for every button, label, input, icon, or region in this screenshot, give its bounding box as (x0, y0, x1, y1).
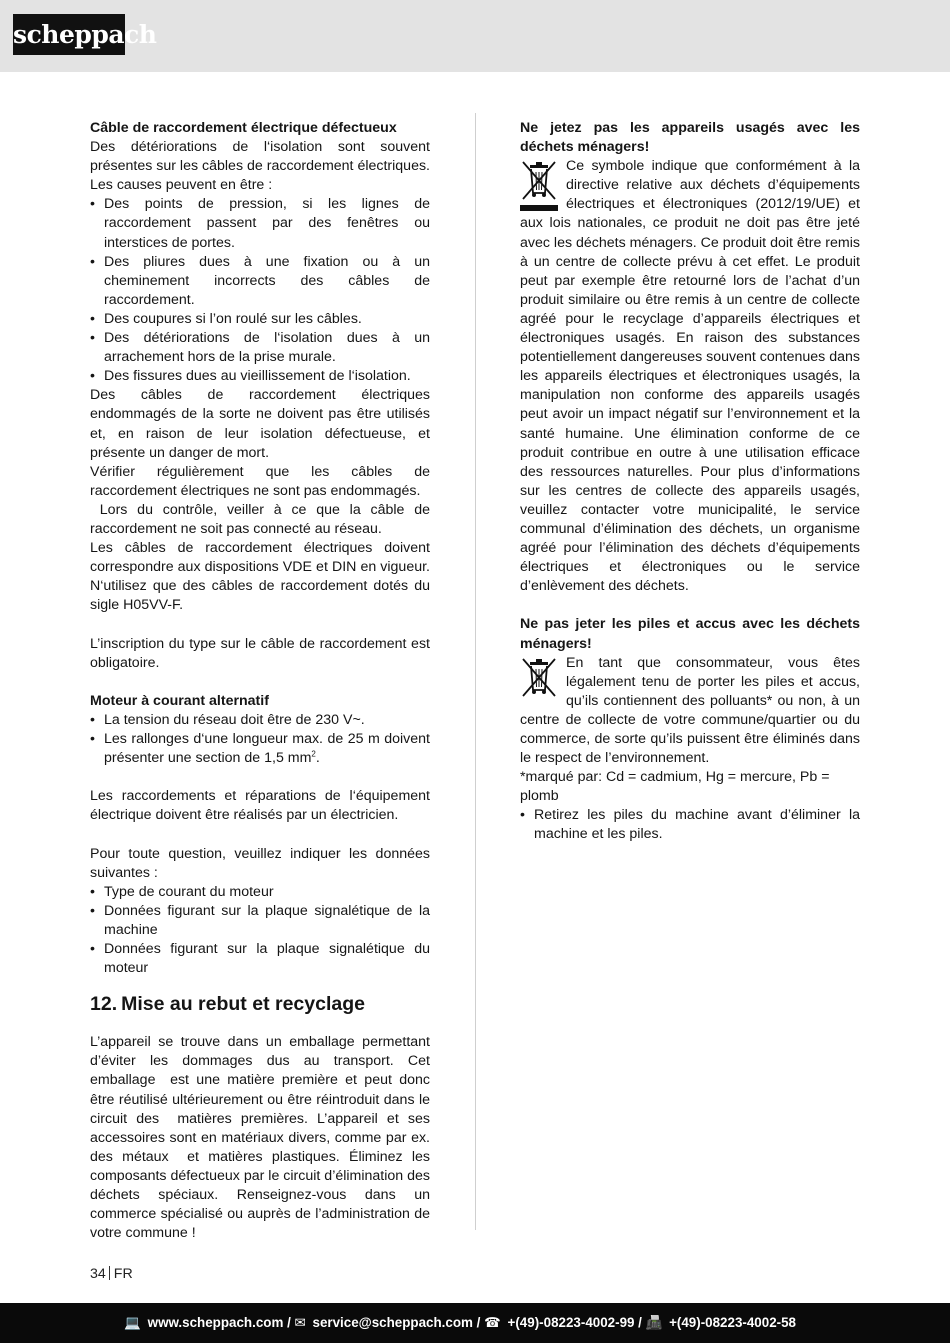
cable-check-paragraph: Vérifier régulièrement que les câbles de raccordement électriques ne sont pas endommagés. (90, 463, 430, 499)
scheppach-logo: scheppach (13, 14, 125, 55)
cable-label-paragraph: L’inscription du type sur le câble de raccordement est obligatoire. (90, 635, 430, 671)
list-item: • Des détériorations de l‘isolation dues à un arrachement hors de la prise murale. (90, 329, 430, 367)
list-item: • Des fissures dues au vieillissement de l‘isolation. (90, 367, 430, 386)
column-divider (475, 113, 476, 1230)
phone-icon: ☎ (484, 1315, 501, 1330)
list-item: • Données figurant sur la plaque signalétique du moteur (90, 940, 430, 978)
list-item: • Des points de pression, si les lignes de raccordement passent par des fenêtres ou interstices de portes. (90, 195, 430, 252)
crossed-bin-icon (520, 159, 558, 211)
page-language: FR (113, 1266, 133, 1282)
page-header (0, 0, 950, 72)
page-number-value: 34 (90, 1266, 106, 1282)
weee-paragraph: Ce symbole indique que conformément à la directive relative aux déchets d’équipements électriques et électroniques (2012/19/UE) et aux lois nationales, ce produit ne doit pas être jeté avec les déchets ménagers. Ce produit doit être remis à un centre de collecte prévu à cet effet. Le produit peut par exemple être retourné lors de l’achat d’un produit similaire ou être remis à un centre de collecte agréé pour le recyclage d’appareils électriques et électroniques usagés. En raison des substances potentiellement dangereuses souvent contenues dans les appareils électriques et électroniques usagés, la manipulation non conforme des appareils usagés peut avoir un impact négatif sur l’environnement et la santé humaine. Une élimination conforme de ce produit contribue en outre à une utilisation efficace des ressources naturelles. Pour plus d’informations sur les centres de collecte des appareils usagés, veuillez contacter votre municipalité, le service communal d’élimination des déchets, un organisme agréé pour l’élimination des déchets d’équipements électriques et électroniques ou le service d’enlèvement des déchets. (520, 158, 860, 595)
footer-website-link[interactable]: www.scheppach.com / (147, 1315, 291, 1330)
motor-list (90, 711, 430, 768)
page-footer (0, 1303, 950, 1343)
question-paragraph: Pour toute question, veuillez indiquer les données suivantes : (90, 845, 430, 881)
footer-phone: +(49)-08223-4002-99 / (507, 1315, 642, 1330)
cable-causes-list (90, 195, 430, 386)
left-column (90, 119, 438, 1243)
cable-intro: Des détériorations de l‘isolation sont souvent présentes sur les câbles de raccordement électriques. Les causes peuvent en être : (90, 139, 430, 194)
cable-disconnect-paragraph: Lors du contrôle, veiller à ce que la câble de raccordement ne soit pas connecté au réseau. (90, 501, 434, 537)
page-number (90, 1265, 133, 1283)
section-number: 12. (90, 993, 118, 1016)
motor-heading: Moteur à courant alternatif (90, 692, 269, 709)
fax-icon: 📠 (645, 1315, 663, 1330)
list-item: • Des coupures si l’on roulé sur les câbles. (90, 310, 430, 329)
sentence-period: . (315, 750, 320, 767)
list-item: • Des pliures dues à une fixation ou à un cheminement incorrects des câbles de raccordement. (90, 253, 430, 310)
computer-icon: 💻 (124, 1315, 141, 1330)
electrician-paragraph: Les raccordements et réparations de l‘équipement électrique doivent être réalisés par un électricien. (90, 788, 430, 824)
cable-heading: Câble de raccordement électrique défectueux (90, 120, 397, 136)
cable-danger-paragraph: Des câbles de raccordement électriques endommagés de la sorte ne doivent pas être utilisés et, en raison de leur isolation défectueuse, et présente un danger de mort. (90, 387, 430, 461)
battery-list (520, 806, 860, 844)
section-heading (90, 992, 430, 1016)
mail-icon: ✉ (294, 1315, 306, 1330)
cable-standard-paragraph: Les câbles de raccordement électriques doivent correspondre aux dispositions VDE et DIN en vigueur. N‘utilisez que des câbles de raccordement dotés du sigle H05VV-F. (90, 540, 430, 614)
question-list (90, 883, 430, 978)
superscript-2: 2 (311, 749, 316, 759)
crossed-bin-icon (520, 656, 558, 700)
footer-email-link[interactable]: service@scheppach.com / (312, 1315, 481, 1330)
marked-paragraph: *marqué par: Cd = cadmium, Hg = mercure, Pb = plomb (520, 769, 830, 805)
right-column (520, 119, 860, 845)
disposal-paragraph: L’appareil se trouve dans un emballage permettant d’éviter les dommages dus au transport. Cet emballage est une matière première et peut donc être réutilisé ultérieurement ou être réintroduit dans le circuit des matières premières. L’appareil et ses accessoires sont en matériaux divers, comme par ex. des métaux et matières plastiques. Éliminez les composants défectueux par le circuit d’élimination des déchets spéciaux. Renseignez-vous dans un commerce spécialisé ou auprès de l’administration de votre commune ! (90, 1034, 438, 1242)
battery-heading: Ne pas jeter les piles et accus avec les déchets ménagers! (520, 616, 860, 652)
weee-heading: Ne jetez pas les appareils usagés avec les déchets ménagers! (520, 120, 860, 156)
list-item: • Retirez les piles du machine avant d’éliminer la machine et les piles. (520, 806, 860, 844)
extension-cable-text: Les rallonges d‘une longueur max. de 25 m doivent présenter une section de 1,5 mm (104, 731, 430, 767)
list-item: • Type de courant du moteur (90, 883, 430, 902)
footer-fax: +(49)-08223-4002-58 (669, 1315, 796, 1330)
battery-paragraph: En tant que consommateur, vous êtes légalement tenu de porter les piles et accus, qu’ils contiennent des polluants* ou non, à un centre de collecte de votre commune/quartier ou du commerce, de sorte qu’ils puissent être éliminés dans le respect de l’environnement. (520, 654, 860, 767)
list-item: • La tension du réseau doit être de 230 V~. (90, 711, 430, 730)
list-item: • Données figurant sur la plaque signalétique de la machine (90, 902, 430, 940)
section-title: Mise au rebut et recyclage (121, 993, 365, 1016)
list-item (90, 730, 430, 768)
